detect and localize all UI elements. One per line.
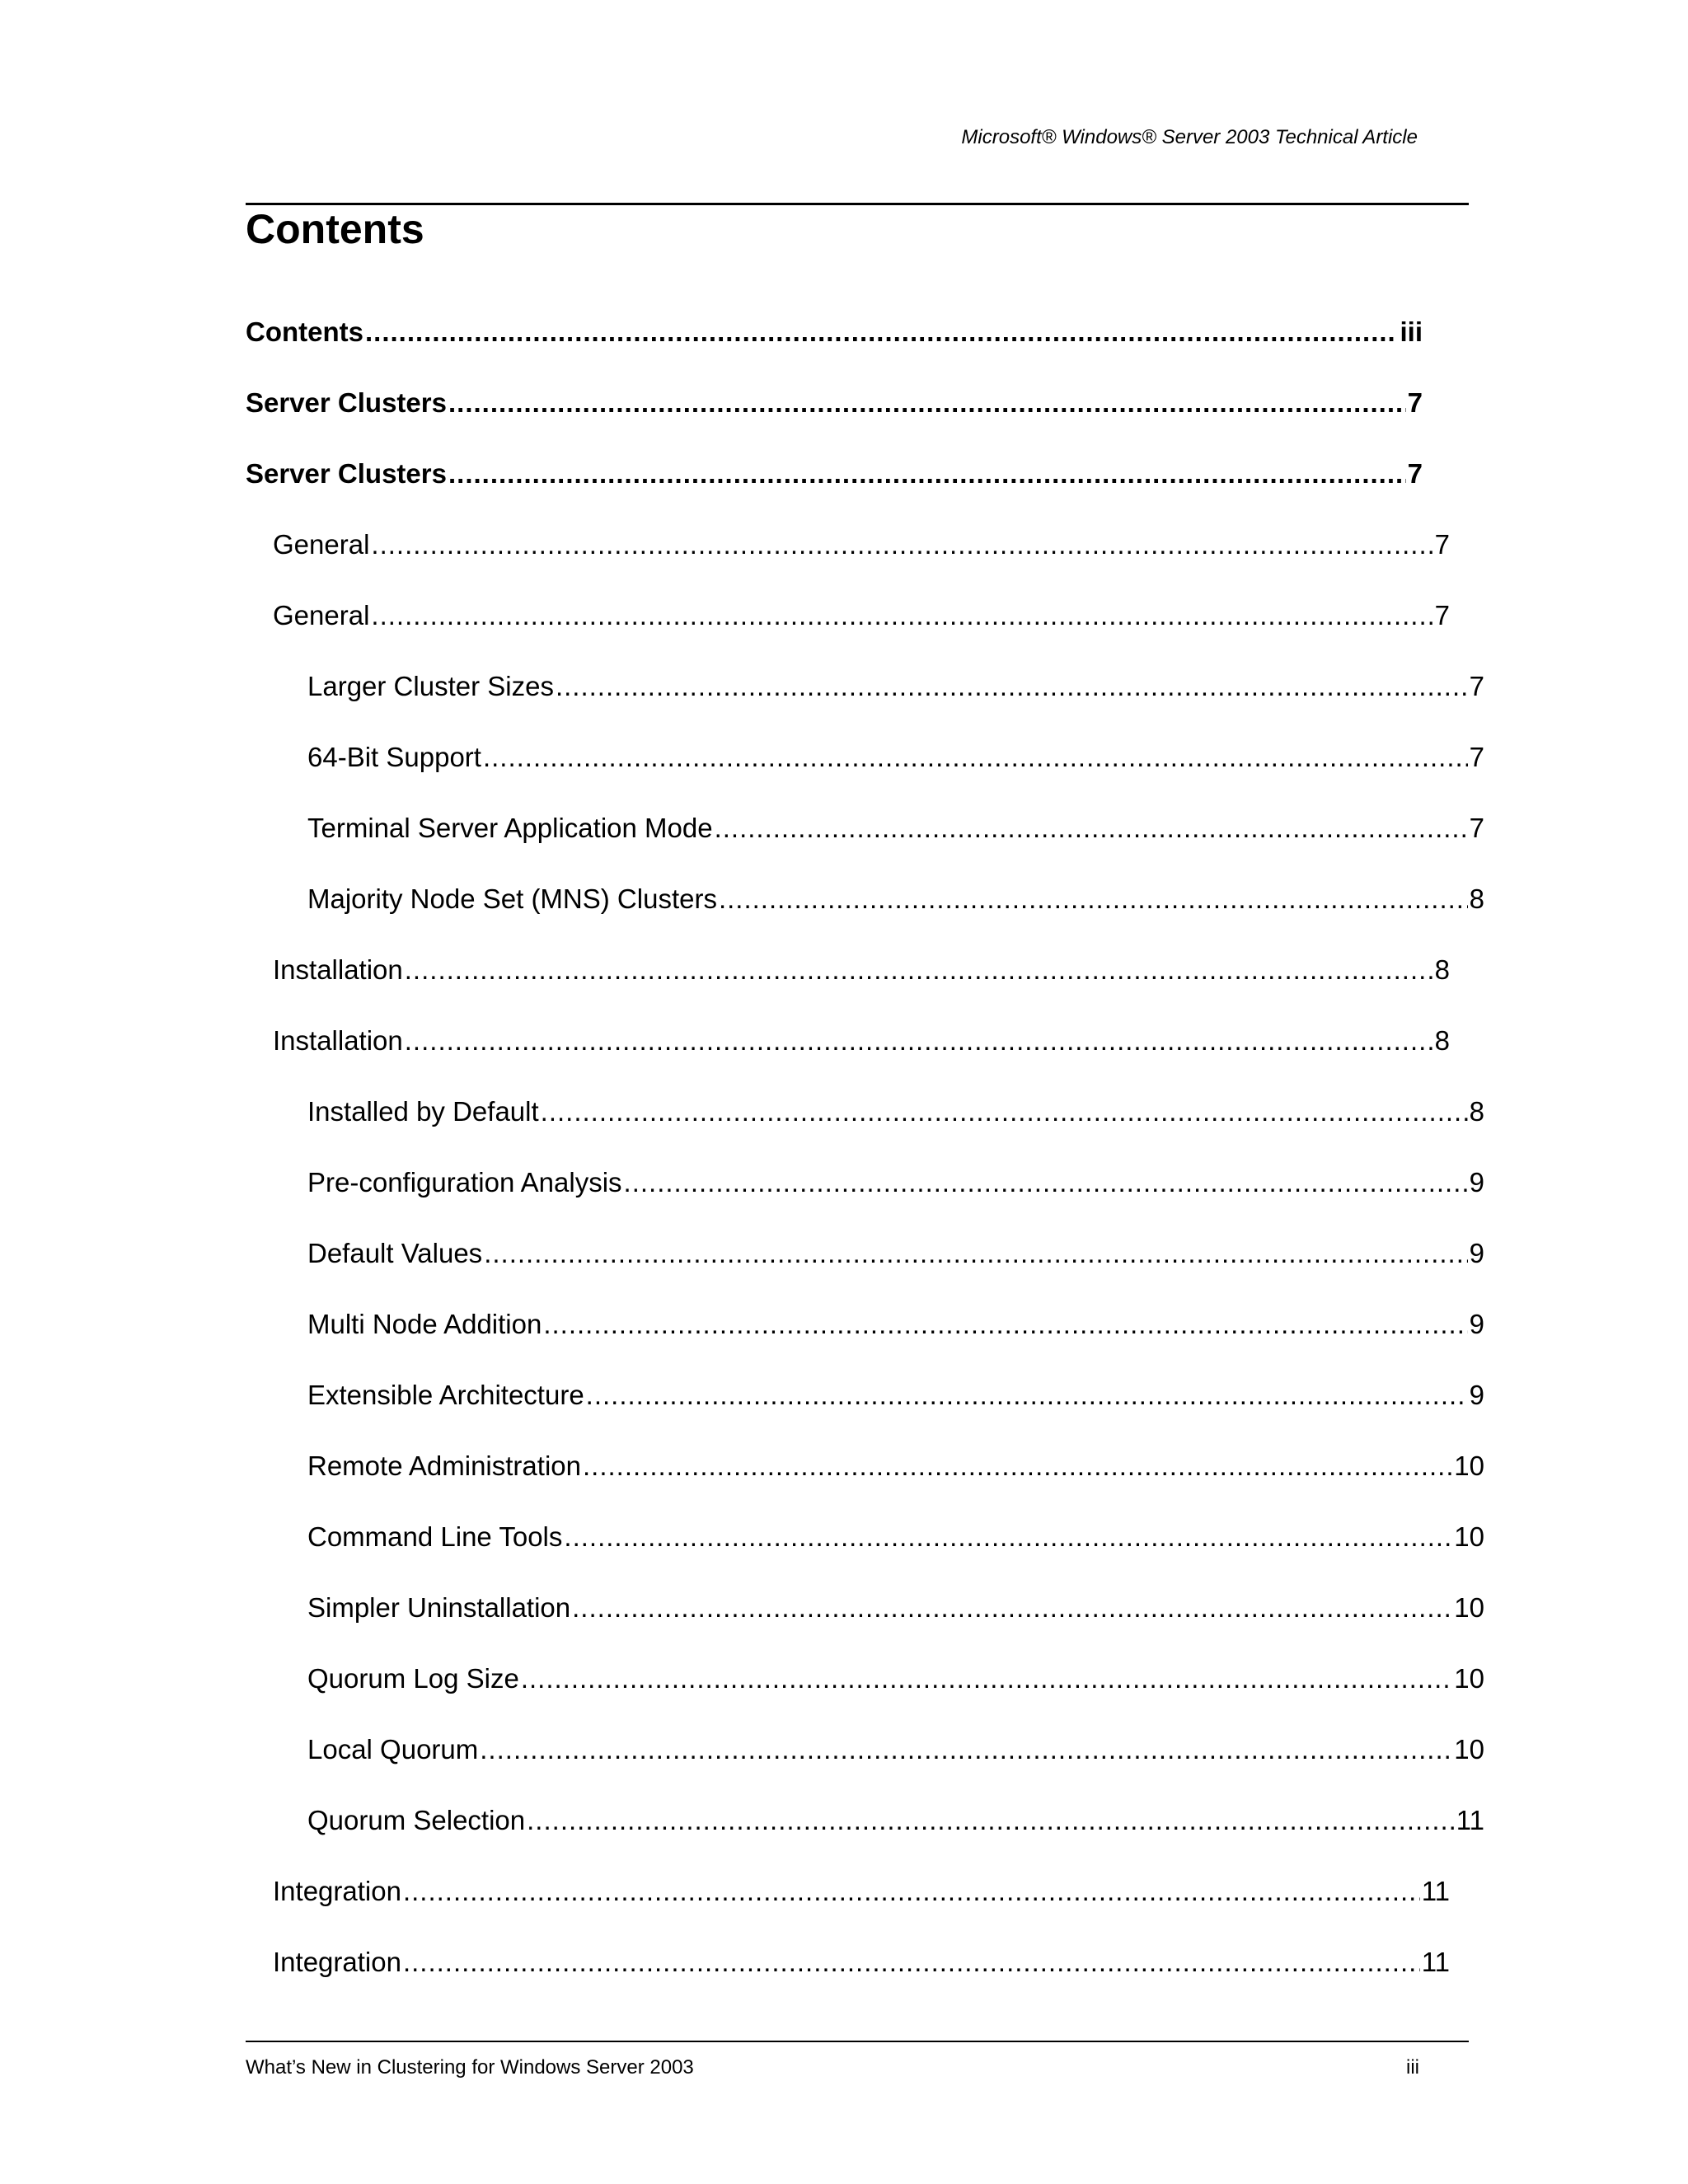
- toc-entry-page-number: 7: [1434, 600, 1450, 630]
- toc-entry-line: [246, 387, 1423, 419]
- toc-dot-leader: [483, 741, 1468, 774]
- toc-dot-leader: [572, 1591, 1452, 1624]
- toc-dot-leader: [365, 316, 1398, 349]
- toc-dot-leader: [541, 1095, 1468, 1128]
- toc-entry-line: [246, 1804, 1484, 1837]
- toc-entry[interactable]: [246, 1714, 1484, 1785]
- toc-entry-label: Integration: [273, 1876, 401, 1906]
- toc-entry[interactable]: [246, 1005, 1450, 1076]
- toc-dot-leader: [371, 528, 1432, 561]
- toc-dot-leader: [586, 1379, 1468, 1412]
- toc-dot-leader: [543, 1308, 1467, 1341]
- toc-entry-page-number: 9: [1469, 1238, 1484, 1268]
- footer-rule: [246, 2041, 1469, 2042]
- toc-entry-line: [246, 1662, 1484, 1695]
- toc-entry-label: Larger Cluster Sizes: [307, 671, 554, 701]
- toc-dot-leader: [405, 954, 1433, 987]
- toc-dot-leader: [448, 387, 1406, 419]
- toc-entry-label: Majority Node Set (MNS) Clusters: [307, 883, 717, 914]
- toc-entry-label: Installation: [273, 954, 403, 985]
- toc-entry[interactable]: [246, 1289, 1484, 1360]
- toc-entry-line: [246, 883, 1484, 916]
- toc-entry[interactable]: [246, 1431, 1484, 1502]
- toc-entry-label: Remote Administration: [307, 1451, 581, 1481]
- toc-entry-label: Installed by Default: [307, 1096, 539, 1127]
- footer-page-number: iii: [1406, 2056, 1419, 2079]
- toc-entry-line: [246, 528, 1450, 561]
- footer-document-title: What’s New in Clustering for Windows Server 2003: [246, 2056, 694, 2079]
- toc-dot-leader: [480, 1733, 1452, 1766]
- toc-entry-page-number: 11: [1456, 1805, 1484, 1835]
- toc-entry[interactable]: [246, 1927, 1450, 1998]
- toc-dot-leader: [403, 1946, 1420, 1979]
- toc-entry[interactable]: [246, 438, 1423, 509]
- table-of-contents: [246, 297, 1484, 1998]
- toc-entry-label: Integration: [273, 1947, 401, 1977]
- toc-entry-line: [246, 1308, 1484, 1341]
- toc-entry[interactable]: [246, 580, 1450, 651]
- toc-entry-line: [246, 741, 1484, 774]
- toc-entry-label: Extensible Architecture: [307, 1380, 584, 1410]
- toc-entry-line: [246, 1450, 1484, 1483]
- toc-dot-leader: [484, 1237, 1467, 1270]
- toc-entry[interactable]: [246, 1572, 1484, 1643]
- toc-entry-line: [246, 1521, 1484, 1554]
- toc-entry-page-number: 7: [1469, 671, 1484, 701]
- header-rule: [246, 203, 1469, 205]
- toc-entry-line: [246, 1024, 1450, 1057]
- toc-entry-label: 64-Bit Support: [307, 742, 481, 772]
- toc-entry[interactable]: [246, 1502, 1484, 1572]
- toc-entry-line: [246, 1237, 1484, 1270]
- toc-dot-leader: [527, 1804, 1455, 1837]
- toc-entry-line: [246, 1166, 1484, 1199]
- toc-entry-label: Pre-configuration Analysis: [307, 1167, 622, 1197]
- toc-entry-label: Multi Node Addition: [307, 1309, 542, 1339]
- toc-entry[interactable]: [246, 1643, 1484, 1714]
- toc-entry[interactable]: [246, 1856, 1450, 1927]
- toc-entry-page-number: 7: [1469, 742, 1484, 772]
- toc-entry-label: Installation: [273, 1025, 403, 1056]
- toc-entry-label: Contents: [246, 316, 363, 347]
- toc-entry[interactable]: [246, 297, 1423, 368]
- toc-entry-page-number: 10: [1454, 1451, 1484, 1481]
- toc-entry[interactable]: [246, 864, 1484, 935]
- toc-dot-leader: [719, 883, 1468, 916]
- toc-entry[interactable]: [246, 722, 1484, 793]
- toc-dot-leader: [583, 1450, 1452, 1483]
- toc-entry-line: [246, 457, 1423, 490]
- toc-dot-leader: [448, 457, 1406, 490]
- toc-entry-line: [246, 954, 1450, 987]
- toc-entry-page-number: 10: [1454, 1663, 1484, 1694]
- toc-entry-page-number: 9: [1469, 1167, 1484, 1197]
- toc-entry-label: General: [273, 529, 370, 560]
- toc-entry-page-number: 10: [1454, 1521, 1484, 1552]
- toc-dot-leader: [715, 812, 1468, 845]
- toc-entry-page-number: 10: [1454, 1592, 1484, 1623]
- toc-dot-leader: [624, 1166, 1468, 1199]
- toc-entry-label: Local Quorum: [307, 1734, 479, 1765]
- toc-entry-label: Terminal Server Application Mode: [307, 813, 713, 843]
- toc-entry-label: Command Line Tools: [307, 1521, 563, 1552]
- running-header: Microsoft® Windows® Server 2003 Technical Article: [961, 126, 1418, 148]
- toc-entry-line: [246, 1733, 1484, 1766]
- toc-dot-leader: [556, 670, 1468, 703]
- toc-entry-label: General: [273, 600, 370, 630]
- toc-entry-page-number: 8: [1469, 883, 1484, 914]
- toc-entry-page-number: 7: [1407, 387, 1423, 418]
- toc-entry-label: Quorum Selection: [307, 1805, 526, 1835]
- toc-entry-page-number: 11: [1421, 1876, 1450, 1906]
- toc-entry-line: [246, 670, 1484, 703]
- toc-entry[interactable]: [246, 509, 1450, 580]
- toc-entry-page-number: 8: [1434, 954, 1450, 985]
- toc-entry-label: Default Values: [307, 1238, 483, 1268]
- toc-entry-line: [246, 1379, 1484, 1412]
- toc-entry-line: [246, 316, 1423, 349]
- toc-entry[interactable]: [246, 368, 1423, 438]
- toc-entry[interactable]: [246, 793, 1484, 864]
- toc-entry[interactable]: [246, 1147, 1484, 1218]
- toc-entry[interactable]: [246, 1076, 1484, 1147]
- toc-entry-page-number: iii: [1400, 316, 1423, 347]
- toc-entry-line: [246, 599, 1450, 632]
- toc-entry-page-number: 9: [1469, 1309, 1484, 1339]
- toc-dot-leader: [521, 1662, 1452, 1695]
- toc-dot-leader: [405, 1024, 1433, 1057]
- toc-entry[interactable]: [246, 1360, 1484, 1431]
- toc-dot-leader: [371, 599, 1432, 632]
- toc-dot-leader: [403, 1875, 1420, 1908]
- toc-entry-line: [246, 1875, 1450, 1908]
- page-title: Contents: [246, 206, 424, 252]
- toc-entry-line: [246, 1095, 1484, 1128]
- toc-entry-page-number: 7: [1434, 529, 1450, 560]
- toc-entry-line: [246, 1591, 1484, 1624]
- toc-entry-page-number: 7: [1407, 458, 1423, 489]
- toc-entry[interactable]: [246, 935, 1450, 1005]
- toc-entry-page-number: 7: [1469, 813, 1484, 843]
- toc-entry-label: Quorum Log Size: [307, 1663, 519, 1694]
- toc-entry-page-number: 8: [1434, 1025, 1450, 1056]
- toc-entry[interactable]: [246, 1785, 1484, 1856]
- toc-entry-label: Simpler Uninstallation: [307, 1592, 571, 1623]
- toc-entry[interactable]: [246, 1218, 1484, 1289]
- toc-entry-line: [246, 1946, 1450, 1979]
- toc-entry-line: [246, 812, 1484, 845]
- toc-entry-label: Server Clusters: [246, 387, 447, 418]
- toc-entry[interactable]: [246, 651, 1484, 722]
- toc-entry-page-number: 10: [1454, 1734, 1484, 1765]
- toc-entry-label: Server Clusters: [246, 458, 447, 489]
- toc-entry-page-number: 9: [1469, 1380, 1484, 1410]
- toc-entry-page-number: 8: [1469, 1096, 1484, 1127]
- toc-entry-page-number: 11: [1421, 1947, 1450, 1977]
- toc-dot-leader: [564, 1521, 1452, 1554]
